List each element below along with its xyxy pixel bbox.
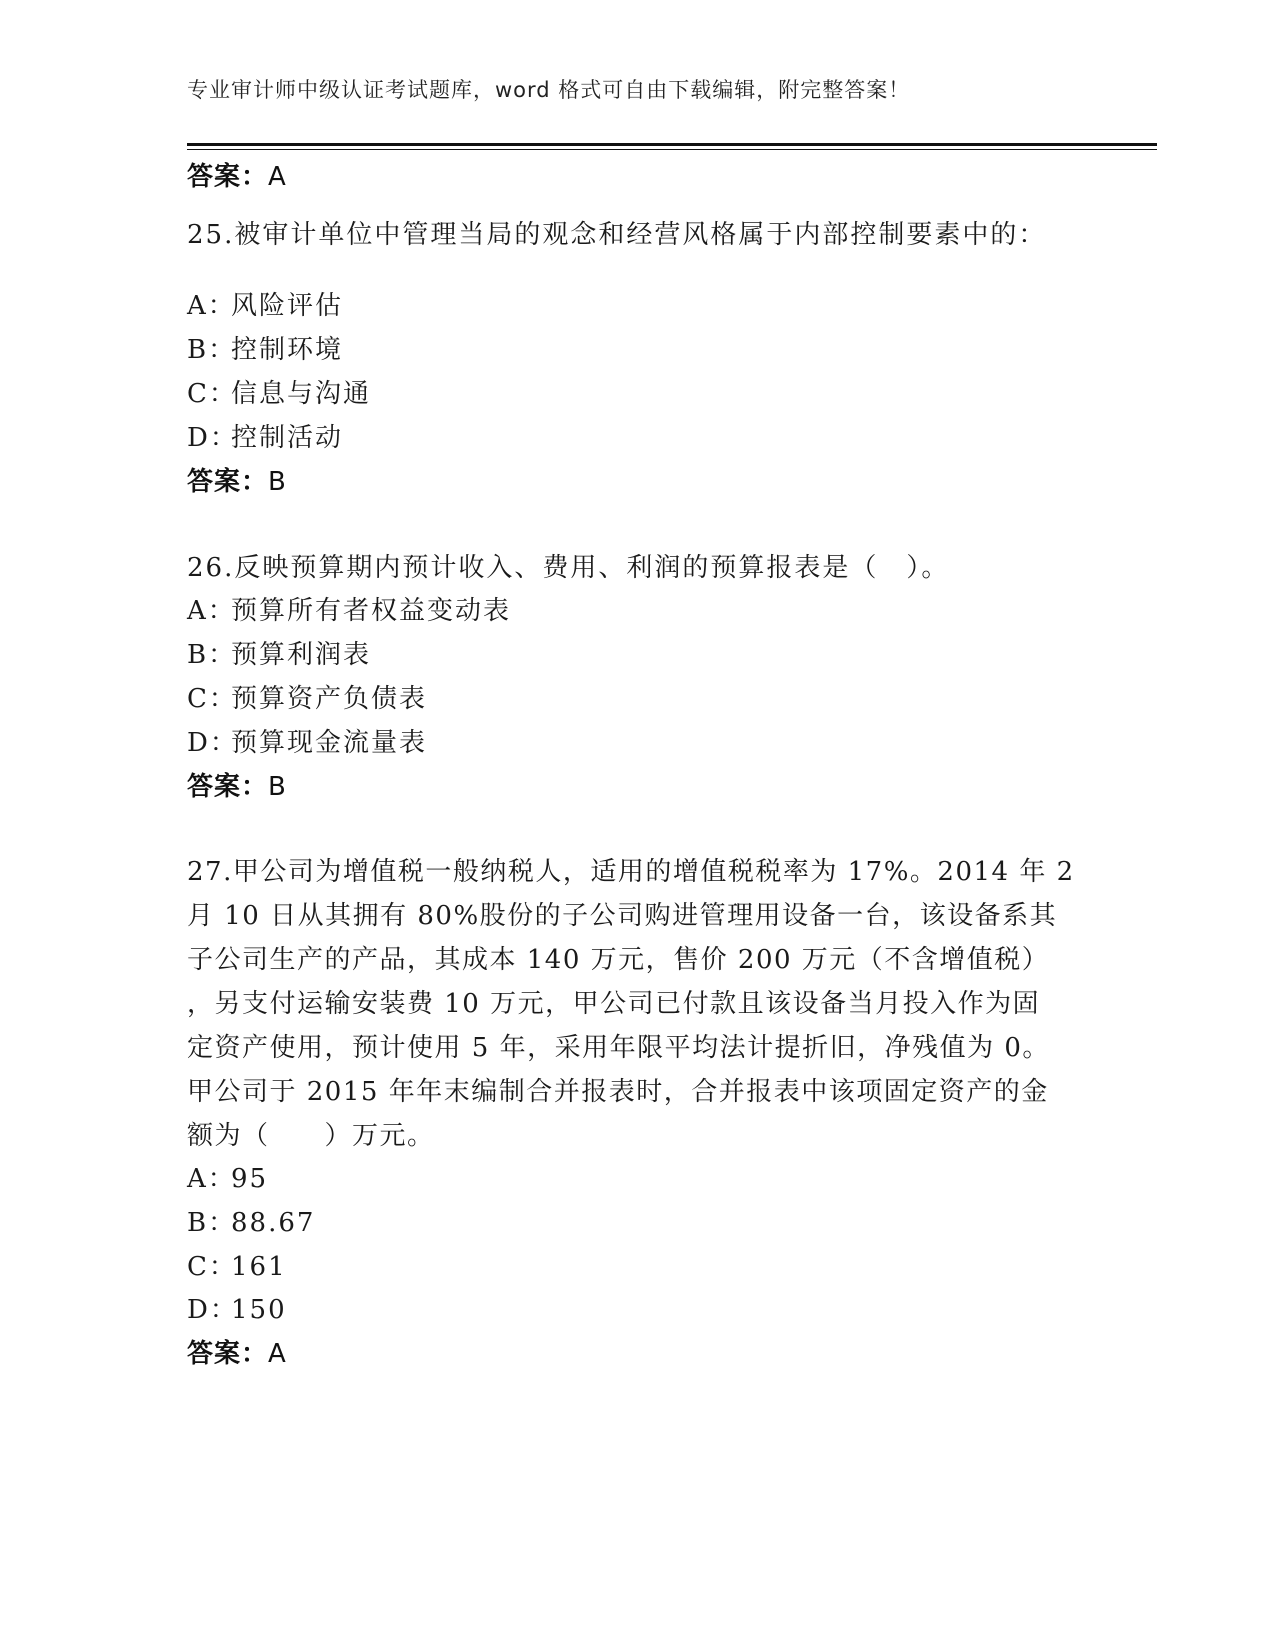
answer-26	[187, 766, 287, 803]
header-divider-thin	[187, 149, 1157, 150]
option-text: 信息与沟通	[231, 379, 372, 409]
option-key: B：	[187, 640, 237, 670]
question-text: 被审计单位中管理当局的观念和经营风格属于内部控制要素中的：	[234, 220, 1047, 250]
option-26-a	[187, 590, 511, 627]
option-25-b	[187, 329, 343, 366]
option-key: C：	[187, 379, 237, 409]
question-27-line-3: 子公司生产的产品，其成本 140 万元，售价 200 万元（不含增值税）	[187, 945, 1050, 975]
option-26-d	[187, 722, 427, 759]
option-text: 预算利润表	[231, 640, 372, 670]
option-key: D：	[187, 423, 238, 453]
option-text: 风险评估	[231, 291, 344, 321]
option-text: 161	[231, 1252, 287, 1282]
option-key: A：	[187, 1164, 236, 1194]
option-key: C：	[187, 1252, 237, 1282]
option-27-c	[187, 1246, 287, 1283]
answer-value: B	[268, 467, 287, 497]
question-number: 26.	[187, 553, 235, 583]
option-key: A：	[187, 291, 236, 321]
option-25-c	[187, 373, 371, 410]
option-text: 控制环境	[231, 335, 344, 365]
page-header: 专业审计师中级认证考试题库，word 格式可自由下载编辑，附完整答案！	[187, 78, 911, 102]
option-key: B：	[187, 1208, 237, 1238]
question-27-line-2: 月 10 日从其拥有 80%股份的子公司购进管理用设备一台，该设备系其	[187, 901, 1058, 931]
question-text: 甲公司为增值税一般纳税人，适用的增值税税率为 17%。2014 年 2	[232, 857, 1075, 887]
answer-value: A	[268, 1339, 287, 1369]
question-27-line-6: 甲公司于 2015 年年末编制合并报表时，合并报表中该项固定资产的金	[187, 1077, 1049, 1107]
option-26-c	[187, 678, 427, 715]
answer-label: 答案：	[187, 1339, 269, 1369]
question-number: 25.	[187, 220, 235, 250]
option-key: C：	[187, 684, 237, 714]
question-26	[187, 547, 949, 584]
option-text: 150	[231, 1295, 287, 1325]
option-text: 预算现金流量表	[231, 728, 428, 758]
answer-value: B	[268, 772, 287, 802]
option-key: D：	[187, 728, 238, 758]
option-text: 88.67	[231, 1208, 316, 1238]
answer-label: 答案：	[187, 772, 269, 802]
header-divider-thick	[187, 143, 1157, 146]
answer-27	[187, 1333, 287, 1370]
option-25-d	[187, 417, 343, 454]
question-text: 反映预算期内预计收入、费用、利润的预算报表是（ ）。	[234, 553, 950, 583]
option-text: 预算所有者权益变动表	[231, 596, 512, 626]
answer-prev	[187, 156, 287, 193]
option-key: A：	[187, 596, 236, 626]
question-27-line-1	[187, 851, 1075, 888]
option-27-d	[187, 1289, 287, 1326]
option-text: 控制活动	[231, 423, 344, 453]
option-key: D：	[187, 1295, 238, 1325]
option-26-b	[187, 634, 371, 671]
question-number: 27.	[187, 857, 233, 887]
answer-value: A	[268, 162, 287, 192]
option-27-b	[187, 1202, 315, 1239]
option-27-a	[187, 1158, 268, 1195]
question-25	[187, 214, 1046, 251]
question-27-line-4: ，另支付运输安装费 10 万元，甲公司已付款且该设备当月投入作为固	[187, 989, 1041, 1019]
option-text: 95	[231, 1164, 269, 1194]
answer-label: 答案：	[187, 162, 269, 192]
option-text: 预算资产负债表	[231, 684, 428, 714]
option-key: B：	[187, 335, 237, 365]
answer-25	[187, 461, 287, 498]
option-25-a	[187, 285, 343, 322]
question-27-line-7: 额为（ ）万元。	[187, 1121, 435, 1151]
question-27-line-5: 定资产使用，预计使用 5 年，采用年限平均法计提折旧，净残值为 0。	[187, 1033, 1050, 1063]
answer-label: 答案：	[187, 467, 269, 497]
